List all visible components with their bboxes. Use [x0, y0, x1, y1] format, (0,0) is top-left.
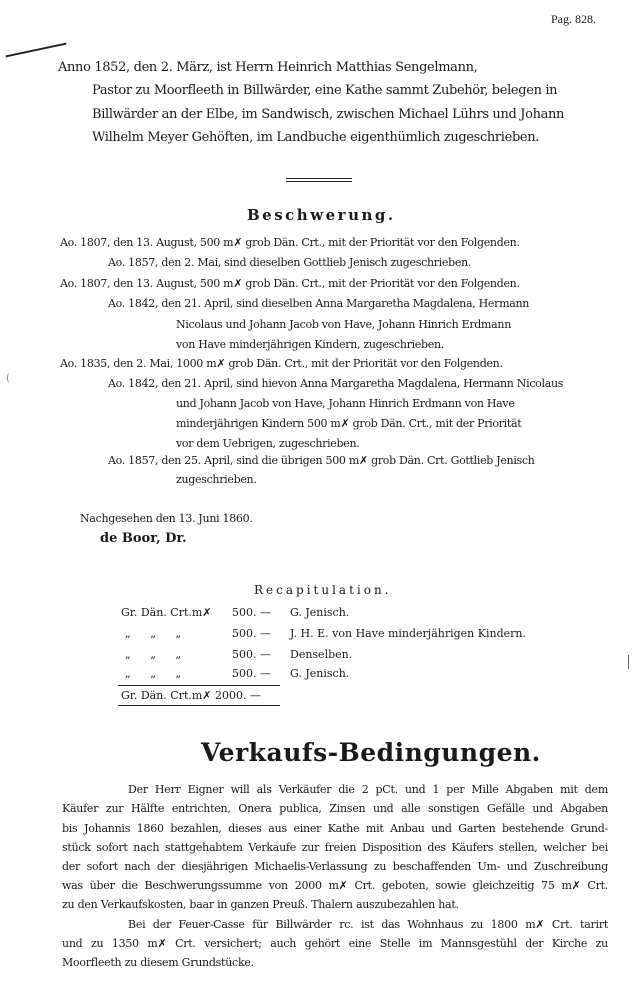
bedingungen-para2-line: Moorfleeth zu diesem Grundstücke.: [62, 956, 254, 969]
bedingungen-title: Verkaufs-Bedingungen.: [201, 738, 541, 767]
recap-name: J. H. E. von Have minderjährigen Kindern.: [290, 627, 526, 640]
beschwerung-line: Ao. 1835, den 2. Mai, 1000 m✗ grob Dän. Crt., mit der Priorität vor den Folgenden.: [60, 357, 503, 370]
recap-currency: Gr. Dän. Crt.m✗: [121, 606, 212, 619]
recap-currency: „ „ „: [125, 648, 182, 661]
margin-bracket-mark: [7, 373, 12, 383]
entry-line-3: Billwärder an der Elbe, im Sandwisch, zwischen Michael Lührs und Johann: [92, 107, 565, 122]
recap-sum-rule: [118, 685, 280, 686]
entry-line-2: Pastor zu Moorfleeth in Billwärder, eine Kathe sammt Zubehör, belegen in: [92, 83, 558, 98]
beschwerung-line: Ao. 1807, den 13. August, 500 m✗ grob Dän. Crt., mit der Priorität vor den Folgenden.: [60, 236, 520, 249]
recap-currency: „ „ „: [125, 627, 182, 640]
beschwerung-line: Ao. 1842, den 21. April, sind dieselben Anna Margaretha Magdalena, Hermann: [108, 297, 530, 310]
beschwerung-line: Ao. 1807, den 13. August, 500 m✗ grob Dän. Crt., mit der Priorität vor den Folgenden.: [60, 277, 520, 290]
entry-line-1: Anno 1852, den 2. März, ist Herrn Heinrich Matthias Sengelmann,: [58, 60, 478, 75]
bedingungen-para2-line: und zu 1350 m✗ Crt. versichert; auch gehört eine Stelle im Mannsgestühl der Kirche zu: [62, 937, 608, 950]
bedingungen-para1-line: Käufer zur Hälfte entrichten, Onera publica, Zinsen und alle sonstigen Gefälle und Abgaben: [62, 802, 608, 815]
separator-rule: [286, 178, 352, 179]
recap-amount: 500. —: [232, 648, 271, 661]
bedingungen-para1-line: zu den Verkaufskosten, baar in ganzen Preuß. Thalern auszubezahlen hat.: [62, 898, 459, 911]
separator-rule: [286, 181, 352, 182]
beschwerung-line: von Have minderjährigen Kindern, zugeschrieben.: [176, 338, 444, 351]
beschwerung-line: Ao. 1857, den 2. Mai, sind dieselben Gottlieb Jenisch zugeschrieben.: [108, 256, 472, 269]
beschwerung-line: und Johann Jacob von Have, Johann Hinrich Erdmann von Have: [176, 397, 515, 410]
recapitulation-title: Recapitulation.: [254, 583, 392, 597]
signature-de-boor: de Boor, Dr.: [100, 531, 187, 546]
beschwerung-heading: Beschwerung.: [247, 206, 396, 224]
recap-name: G. Jenisch.: [290, 667, 350, 680]
recap-amount: 500. —: [232, 606, 271, 619]
bedingungen-para1-line: Der Herr Eigner will als Verkäufer die 2 pCt. und 1 per Mille Abgaben mit dem: [128, 783, 608, 796]
recap-name: G. Jenisch.: [290, 606, 350, 619]
beschwerung-line: Ao. 1857, den 25. April, sind die übrigen 500 m✗ grob Dän. Crt. Gottlieb Jenisch: [108, 454, 535, 467]
beschwerung-line: vor dem Uebrigen, zugeschrieben.: [176, 437, 360, 450]
recap-currency: „ „ „: [125, 667, 182, 680]
bedingungen-para1-line: stück sofort nach stattgehabtem Verkaufe zur freien Disposition des Käufers stellen, welcher bei: [62, 841, 608, 854]
recap-amount: 500. —: [232, 667, 271, 680]
beschwerung-line: zugeschrieben.: [176, 473, 257, 486]
nachgesehen-note: Nachgesehen den 13. Juni 1860.: [80, 512, 253, 525]
bedingungen-para2-line: Bei der Feuer-Casse für Billwärder rc. ist das Wohnhaus zu 1800 m✗ Crt. tarirt: [128, 918, 608, 931]
entry-line-4: Wilhelm Meyer Gehöften, im Landbuche eigenthümlich zugeschrieben.: [92, 130, 540, 145]
bedingungen-para1-line: was über die Beschwerungssumme von 2000 m✗ Crt. geboten, sowie gleichzeitig 75 m✗ Crt.: [62, 879, 608, 892]
bedingungen-para1-line: der sofort nach der diesjährigen Michaelis-Verlassung zu beschaffenden Um- und Zuschreibung: [62, 860, 608, 873]
beschwerung-line: minderjährigen Kindern 500 m✗ grob Dän. Crt., mit der Priorität: [176, 417, 522, 430]
bedingungen-para1-line: bis Johannis 1860 bezahlen, dieses aus einer Kathe mit Anbau und Garten bestehende Grund-: [62, 822, 608, 835]
beschwerung-line: Nicolaus und Johann Jacob von Have, Johann Hinrich Erdmann: [176, 318, 511, 331]
page-number: Pag. 828.: [551, 12, 596, 26]
recap-total: Gr. Dän. Crt.m✗ 2000. —: [121, 689, 262, 702]
recap-sum-rule: [118, 705, 280, 706]
margin-tick-mark: [628, 655, 629, 669]
recap-name: Denselben.: [290, 648, 353, 661]
beschwerung-line: Ao. 1842, den 21. April, sind hievon Anna Margaretha Magdalena, Hermann Nicolaus: [108, 377, 564, 390]
margin-stroke-mark: [5, 43, 66, 58]
recap-amount: 500. —: [232, 627, 271, 640]
